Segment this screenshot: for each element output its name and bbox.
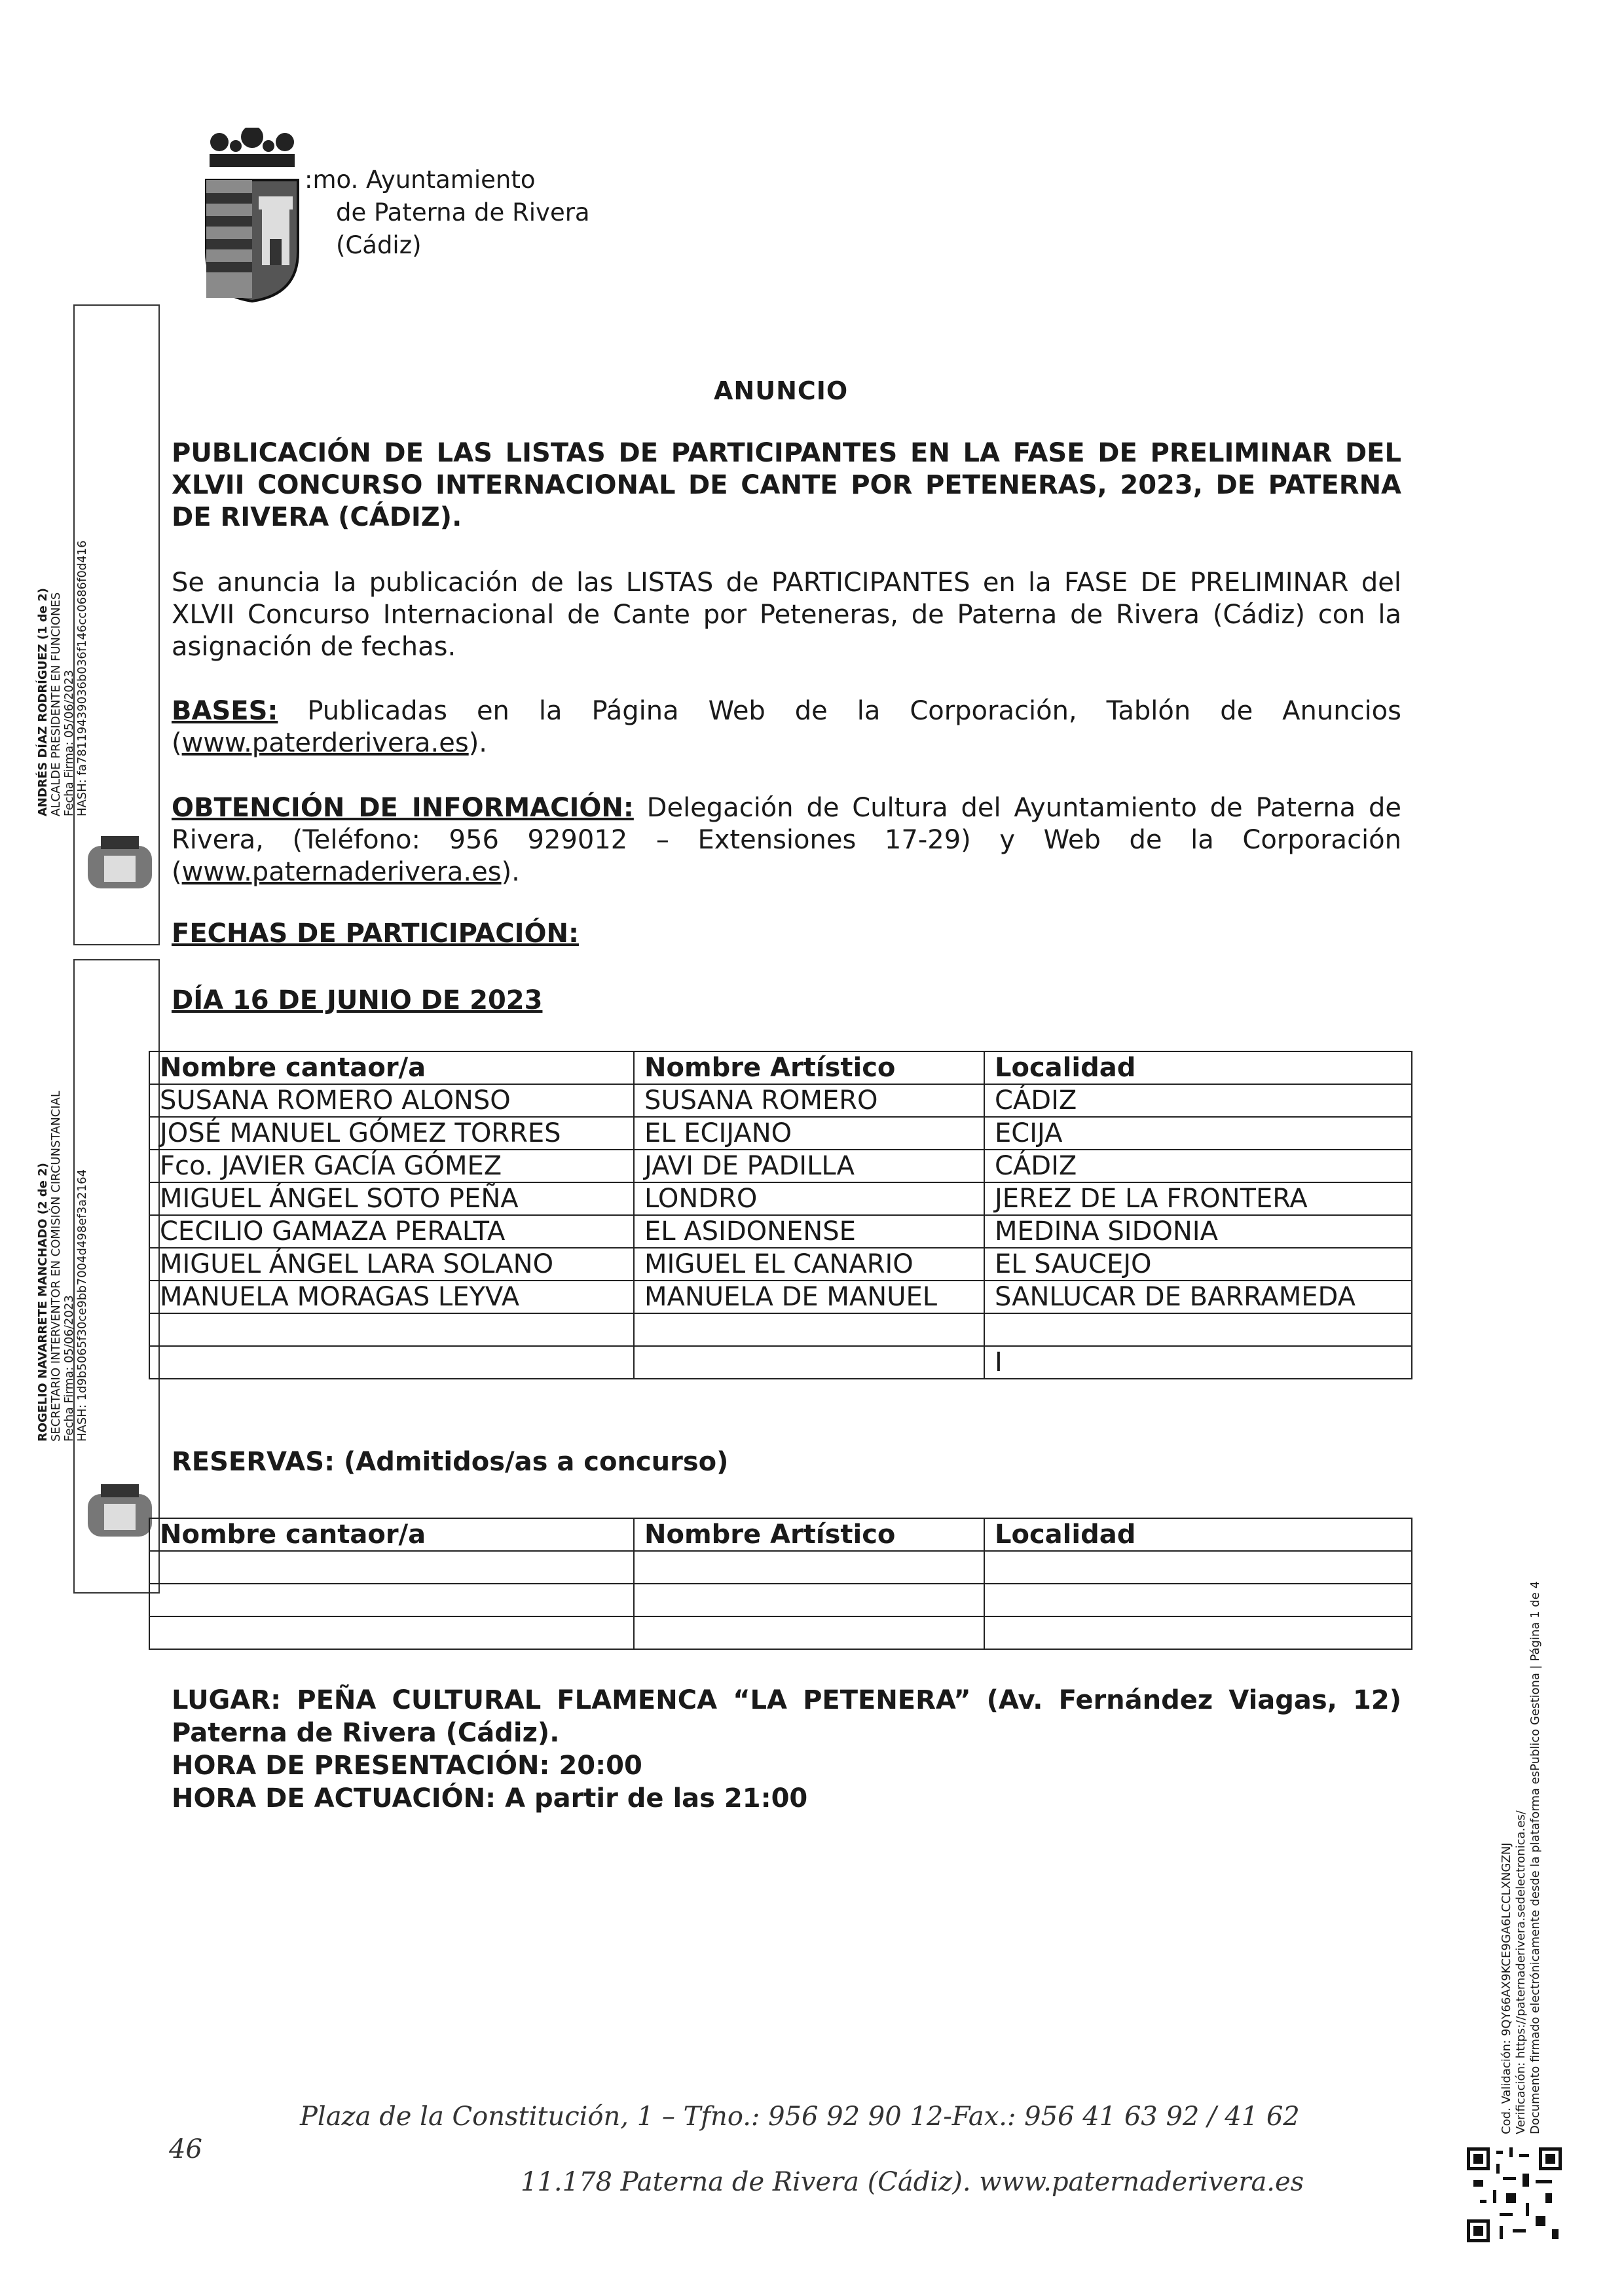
validation-note: Documento firmado electrónicamente desde la plataforma esPublico Gestiona | Página 1 de 4 bbox=[1528, 1581, 1542, 2134]
table-cell bbox=[634, 1313, 984, 1346]
reservas-heading: RESERVAS: (Admitidos/as a concurso) bbox=[172, 1447, 729, 1477]
table-row bbox=[149, 1182, 1412, 1215]
presentation-time: HORA DE PRESENTACIÓN: 20:00 bbox=[172, 1751, 642, 1781]
header-line: :mo. Ayuntamiento bbox=[304, 166, 536, 194]
document-title: ANUNCIO bbox=[714, 376, 849, 405]
signature-hash: HASH: fa78119439036b036f146cc0686f0d416 bbox=[75, 540, 89, 816]
table-cell: EL SAUCEJO bbox=[984, 1248, 1412, 1281]
table-cell bbox=[149, 1313, 634, 1346]
validation-code: Cod. Validación: 9QY66AX9KCE9GA6LCCLXNGZNJ bbox=[1500, 1842, 1513, 2134]
table-cell: JEREZ DE LA FRONTERA bbox=[984, 1182, 1412, 1215]
stamp-icon bbox=[81, 1481, 158, 1543]
table-row bbox=[149, 1551, 1412, 1584]
column-header: Nombre cantaor/a bbox=[149, 1518, 634, 1551]
bases-end: ). bbox=[468, 728, 488, 758]
table-cell: JOSÉ MANUEL GÓMEZ TORRES bbox=[149, 1117, 634, 1150]
table-cell: SANLUCAR DE BARRAMEDA bbox=[984, 1281, 1412, 1313]
table-cell: SUSANA ROMERO bbox=[634, 1084, 984, 1117]
table-row bbox=[149, 1346, 1412, 1379]
table-header-row bbox=[149, 1051, 1412, 1084]
table-cell: Fco. JAVIER GACÍA GÓMEZ bbox=[149, 1150, 634, 1182]
column-header: Nombre Artístico bbox=[634, 1518, 984, 1551]
validation-strip bbox=[1500, 1427, 1543, 2134]
signature-block bbox=[36, 959, 160, 1594]
participants-table bbox=[149, 1051, 1412, 1379]
info-end: ). bbox=[501, 857, 520, 887]
footer-website: 11.178 Paterna de Rivera (Cádiz). www.paternaderivera.es bbox=[521, 2167, 1304, 2197]
info-text: Delegación de Cultura del Ayuntamiento de Paterna de Rivera, (Teléfono: 956 929012 – Extensiones 17-29) y Web de la Corporación ( bbox=[172, 793, 1401, 887]
table-cell: MIGUEL ÁNGEL SOTO PEÑA bbox=[149, 1182, 634, 1215]
header-line: (Cádiz) bbox=[336, 231, 422, 259]
column-header: Nombre cantaor/a bbox=[149, 1051, 634, 1084]
table-cell: MANUELA DE MANUEL bbox=[634, 1281, 984, 1313]
table-row bbox=[149, 1584, 1412, 1616]
table-cell: LONDRO bbox=[634, 1182, 984, 1215]
validation-note-text: Documento firmado electrónicamente desde la plataforma esPublico Gestiona bbox=[1528, 1673, 1542, 2134]
table-row bbox=[149, 1150, 1412, 1182]
table-cell: JAVI DE PADILLA bbox=[634, 1150, 984, 1182]
footer-address: Plaza de la Constitución, 1 – Tfno.: 956 92 90 12-Fax.: 956 41 63 92 / 41 62 bbox=[300, 2102, 1300, 2132]
table-cell bbox=[634, 1616, 984, 1649]
table-cell: MANUELA MORAGAS LEYVA bbox=[149, 1281, 634, 1313]
signer-name: ROGELIO NAVARRETE MANCHADO (2 de 2) bbox=[36, 1163, 50, 1442]
table-cell bbox=[149, 1346, 634, 1379]
table-row bbox=[149, 1281, 1412, 1313]
day-heading: DÍA 16 DE JUNIO DE 2023 bbox=[172, 985, 543, 1015]
qr-code-icon bbox=[1467, 2147, 1562, 2242]
table-cell: CECILIO GAMAZA PERALTA bbox=[149, 1215, 634, 1248]
stamp-icon bbox=[81, 833, 158, 895]
info-paragraph bbox=[172, 792, 1401, 888]
table-cell: ECIJA bbox=[984, 1117, 1412, 1150]
table-cell bbox=[149, 1551, 634, 1584]
table-cell bbox=[984, 1313, 1412, 1346]
table-row bbox=[149, 1084, 1412, 1117]
table-cell: EL ECIJANO bbox=[634, 1117, 984, 1150]
page-number: 46 bbox=[169, 2134, 202, 2164]
signature-text bbox=[37, 358, 89, 816]
table-cell bbox=[149, 1584, 634, 1616]
table-row bbox=[149, 1248, 1412, 1281]
bases-paragraph bbox=[172, 695, 1401, 759]
signer-role: SECRETARIO INTERVENTOR EN COMISIÓN CIRCUNSTANCIAL bbox=[49, 1090, 63, 1442]
header-line: de Paterna de Rivera bbox=[336, 198, 590, 227]
info-link[interactable]: www.paternaderivera.es bbox=[181, 857, 502, 887]
fechas-heading: FECHAS DE PARTICIPACIÓN: bbox=[172, 919, 579, 949]
column-header: Nombre Artístico bbox=[634, 1051, 984, 1084]
column-header: Localidad bbox=[984, 1518, 1412, 1551]
column-header: Localidad bbox=[984, 1051, 1412, 1084]
table-cell bbox=[149, 1616, 634, 1649]
table-cell bbox=[634, 1346, 984, 1379]
municipality-header bbox=[304, 164, 590, 262]
coat-of-arms-logo bbox=[196, 128, 308, 304]
table-header-row bbox=[149, 1518, 1412, 1551]
announcement-paragraph: Se anuncia la publicación de las LISTAS de PARTICIPANTES en la FASE DE PRELIMINAR del XLVII Concurso Internacional de Cante por Peteneras, de Paterna de Rivera (Cádiz) con la asignación de fechas. bbox=[172, 568, 1401, 662]
signature-block bbox=[36, 304, 160, 945]
signer-name: ANDRÉS DÍAZ RODRÍGUEZ (1 de 2) bbox=[36, 587, 50, 816]
table-row bbox=[149, 1117, 1412, 1150]
table-row bbox=[149, 1215, 1412, 1248]
signer-role: ALCALDE PRESIDENTE EN FUNCIONES bbox=[49, 592, 63, 816]
table-cell: MIGUEL EL CANARIO bbox=[634, 1248, 984, 1281]
performance-time: HORA DE ACTUACIÓN: A partir de las 21:00 bbox=[172, 1783, 808, 1813]
table-cell bbox=[634, 1551, 984, 1584]
schedule bbox=[172, 1749, 1401, 1815]
info-label: OBTENCIÓN DE INFORMACIÓN: bbox=[172, 793, 634, 823]
venue-text: LUGAR: PEÑA CULTURAL FLAMENCA “LA PETENERA” (Av. Fernández Viagas, 12) Paterna de Rivera (Cádiz). bbox=[172, 1685, 1401, 1748]
table-cell: I bbox=[984, 1346, 1412, 1379]
table-cell: MEDINA SIDONIA bbox=[984, 1215, 1412, 1248]
bases-text: Publicadas en la Página Web de la Corporación, Tablón de Anuncios ( bbox=[172, 696, 1401, 758]
signature-hash: HASH: 1d9b5065f30ce9bb7004d498ef3a2164 bbox=[75, 1169, 89, 1442]
signature-text bbox=[37, 983, 89, 1442]
table-cell: SUSANA ROMERO ALONSO bbox=[149, 1084, 634, 1117]
bases-label: BASES: bbox=[172, 696, 278, 726]
table-cell bbox=[984, 1616, 1412, 1649]
page-indicator: Página 1 de 4 bbox=[1528, 1581, 1542, 1662]
table-cell: EL ASIDONENSE bbox=[634, 1215, 984, 1248]
bases-link[interactable]: www.paterderivera.es bbox=[181, 728, 469, 758]
table-cell bbox=[984, 1584, 1412, 1616]
table-cell: CÁDIZ bbox=[984, 1084, 1412, 1117]
signature-date: Fecha Firma: 05/06/2023 bbox=[62, 1295, 76, 1442]
signature-date: Fecha Firma: 05/06/2023 bbox=[62, 670, 76, 816]
reserves-table bbox=[149, 1518, 1412, 1650]
table-cell: MIGUEL ÁNGEL LARA SOLANO bbox=[149, 1248, 634, 1281]
table-cell: CÁDIZ bbox=[984, 1150, 1412, 1182]
validation-url[interactable]: Verificación: https://paternaderivera.sedelectronica.es/ bbox=[1514, 1810, 1528, 2134]
table-cell bbox=[984, 1551, 1412, 1584]
document-headline: PUBLICACIÓN DE LAS LISTAS DE PARTICIPANTES EN LA FASE DE PRELIMINAR DEL XLVII CONCURSO INTERNACIONAL DE CANTE POR PETENERAS, 2023, DE PATERNA DE RIVERA (CÁDIZ). bbox=[172, 438, 1401, 532]
table-row bbox=[149, 1616, 1412, 1649]
table-cell bbox=[634, 1584, 984, 1616]
table-row bbox=[149, 1313, 1412, 1346]
